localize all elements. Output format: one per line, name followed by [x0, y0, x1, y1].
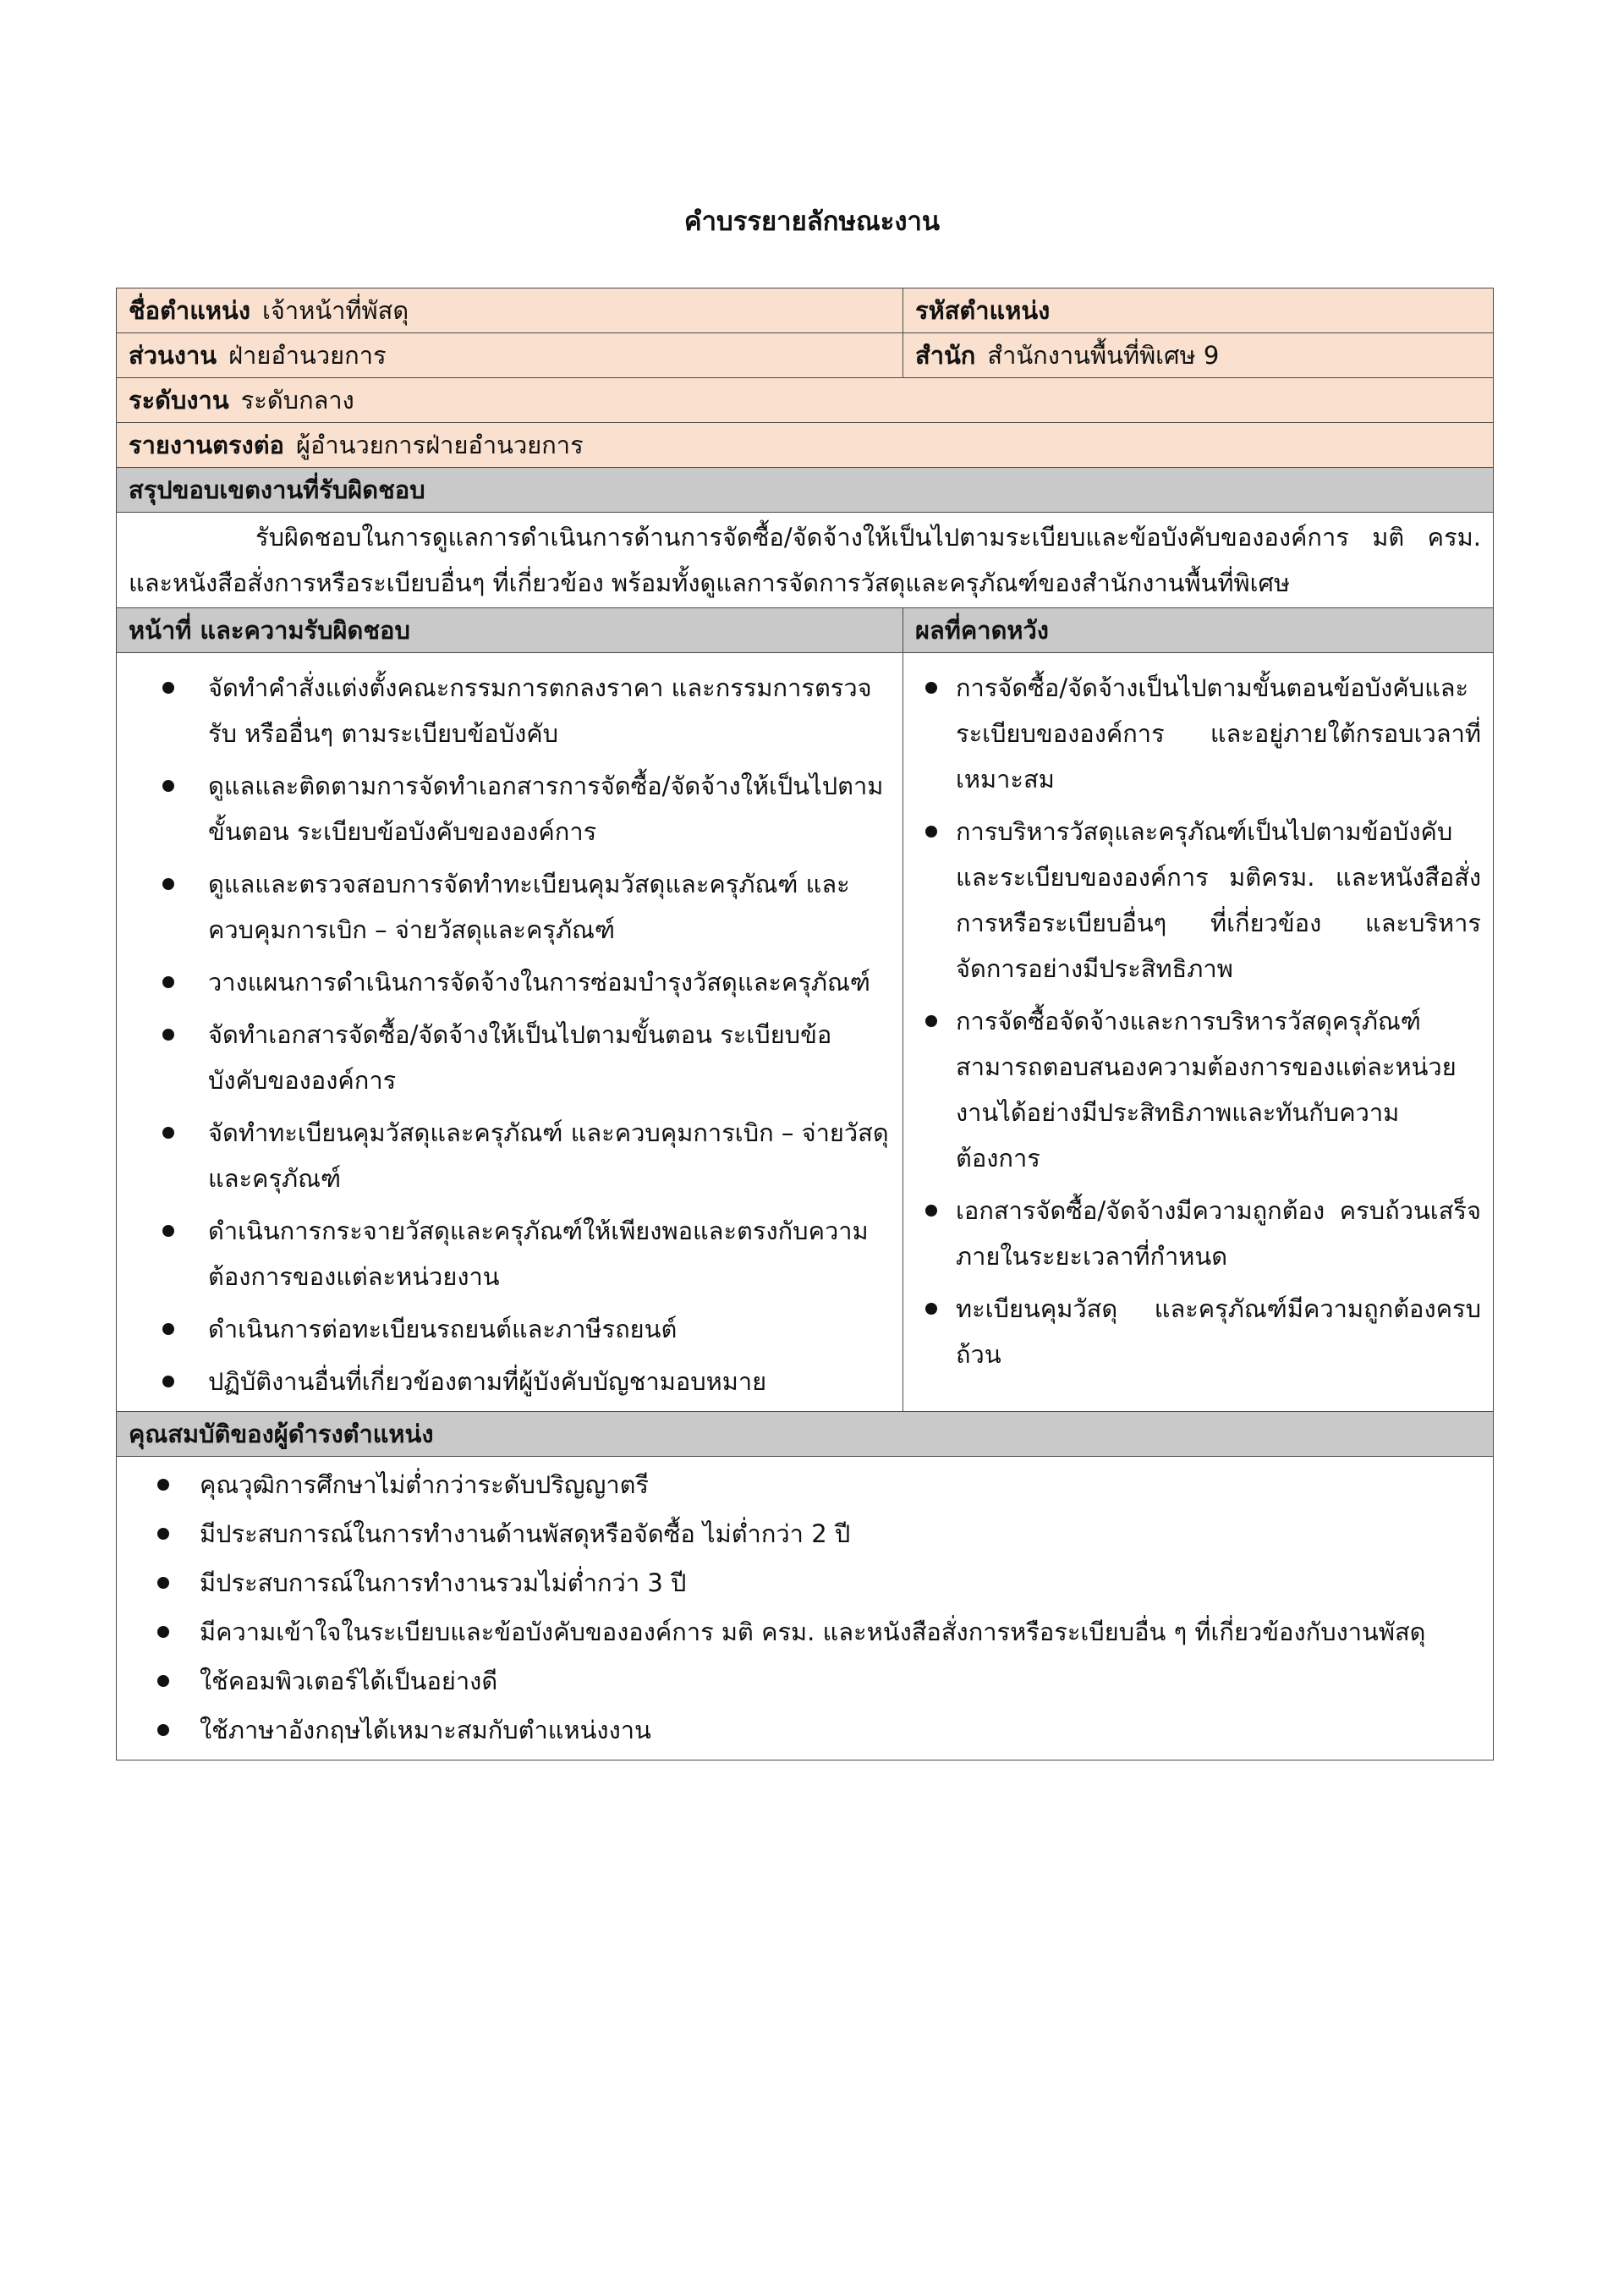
scope-cell: [117, 513, 1494, 608]
row-level: [117, 378, 1494, 423]
duty-item: ดำเนินการต่อทะเบียนรถยนต์และภาษีรถยนต์: [129, 1306, 891, 1352]
document-title: คำบรรยายลักษณะงาน: [683, 206, 941, 237]
row-qualifications: [117, 1457, 1494, 1760]
duty-item: จัดทำคำสั่งแต่งตั้งคณะกรรมการตกลงราคา และกรรมการตรวจรับ หรืออื่นๆ ตามระเบียบข้อบังคับ: [129, 665, 891, 756]
qualification-item: มีประสบการณ์ในการทำงานรวมไม่ต่ำกว่า 3 ปี: [129, 1560, 1481, 1606]
position-cell: [117, 288, 903, 333]
position-value: เจ้าหน้าที่พัสดุ: [262, 296, 409, 325]
qualification-item: มีความเข้าใจในระเบียบและข้อบังคับขององค์การ มติ ครม. และหนังสือสั่งการหรือระเบียบอื่น ๆ ที่เกี่ยวข้องกับงานพัสดุ: [129, 1609, 1481, 1655]
row-duties-results-heading: [117, 608, 1494, 653]
result-item: เอกสารจัดซื้อ/จัดจ้างมีความถูกต้อง ครบถ้วนเสร็จภายในระยะเวลาที่กำหนด: [915, 1188, 1481, 1279]
duty-item: ดูแลและติดตามการจัดทำเอกสารการจัดซื้อ/จัดจ้างให้เป็นไปตามขั้นตอน ระเบียบข้อบังคับขององค์การ: [129, 763, 891, 854]
qualification-item: มีประสบการณ์ในการทำงานด้านพัสดุหรือจัดซื้อ ไม่ต่ำกว่า 2 ปี: [129, 1511, 1481, 1557]
row-position: [117, 288, 1494, 333]
duties-heading: หน้าที่ และความรับผิดชอบ: [117, 608, 903, 653]
row-duties-results: [117, 653, 1494, 1412]
duty-item: ปฏิบัติงานอื่นที่เกี่ยวข้องตามที่ผู้บังคับบัญชามอบหมาย: [129, 1359, 891, 1404]
qualification-item: ใช้คอมพิวเตอร์ได้เป็นอย่างดี: [129, 1658, 1481, 1704]
result-item: ทะเบียนคุมวัสดุ และครุภัณฑ์มีความถูกต้องครบถ้วน: [915, 1286, 1481, 1377]
row-scope-heading: [117, 468, 1494, 513]
result-item: การบริหารวัสดุและครุภัณฑ์เป็นไปตามข้อบังคับและระเบียบขององค์การ มติครม. และหนังสือสั่งการหรือระเบียบอื่นๆ ที่เกี่ยวข้อง และบริหารจัดการอย่างมีประสิทธิภาพ: [915, 809, 1481, 991]
results-list: [915, 665, 1481, 1377]
results-cell: [903, 653, 1494, 1412]
position-label: ชื่อตำแหน่ง: [129, 296, 251, 325]
reports-to-cell: [117, 423, 1494, 468]
result-item: การจัดซื้อ/จัดจ้างเป็นไปตามขั้นตอนข้อบังคับและระเบียบขององค์การ และอยู่ภายใต้กรอบเวลาที่เหมาะสม: [915, 665, 1481, 802]
reports-to-value: ผู้อำนวยการฝ่ายอำนวยการ: [295, 431, 584, 459]
office-value: สำนักงานพื้นที่พิเศษ 9: [987, 341, 1220, 370]
position-code-label: รหัสตำแหน่ง: [915, 296, 1051, 325]
qualification-item: ใช้ภาษาอังกฤษได้เหมาะสมกับตำแหน่งงาน: [129, 1707, 1481, 1753]
department-label: ส่วนงาน: [129, 341, 217, 370]
department-cell: [117, 333, 903, 378]
level-cell: [117, 378, 1494, 423]
duty-item: จัดทำเอกสารจัดซื้อ/จัดจ้างให้เป็นไปตามขั้นตอน ระเบียบข้อบังคับขององค์การ: [129, 1012, 891, 1103]
level-value: ระดับกลาง: [240, 386, 354, 415]
result-item: การจัดซื้อจัดจ้างและการบริหารวัสดุครุภัณฑ์สามารถตอบสนองความต้องการของแต่ละหน่วยงานได้อย่างมีประสิทธิภาพและทันกับความต้องการ: [915, 998, 1481, 1181]
duty-item: ดำเนินการกระจายวัสดุและครุภัณฑ์ให้เพียงพอและตรงกับความต้องการของแต่ละหน่วยงาน: [129, 1208, 891, 1299]
position-code-cell: [903, 288, 1494, 333]
qualification-item: คุณวุฒิการศึกษาไม่ต่ำกว่าระดับปริญญาตรี: [129, 1462, 1481, 1508]
row-qualifications-heading: [117, 1412, 1494, 1457]
duties-list: [129, 665, 891, 1404]
level-label: ระดับงาน: [129, 386, 229, 415]
scope-text: รับผิดชอบในการดูแลการดำเนินการด้านการจัดซื้อ/จัดจ้างให้เป็นไปตามระเบียบและข้อบังคับขององค์การ มติ ครม. และหนังสือสั่งการหรือระเบียบอื่นๆ ที่เกี่ยวข้อง พร้อมทั้งดูแลการจัดการวัสดุและครุภัณฑ์ของสำนักงานพื้นที่พิเศษ: [129, 523, 1481, 597]
qualifications-cell: [117, 1457, 1494, 1760]
duties-cell: [117, 653, 903, 1412]
job-description-table: [116, 288, 1494, 1760]
row-scope-text: [117, 513, 1494, 608]
office-label: สำนัก: [915, 341, 976, 370]
scope-heading: สรุปขอบเขตงานที่รับผิดชอบ: [117, 468, 1494, 513]
row-reports-to: [117, 423, 1494, 468]
results-heading: ผลที่คาดหวัง: [903, 608, 1494, 653]
duty-item: จัดทำทะเบียนคุมวัสดุและครุภัณฑ์ และควบคุมการเบิก – จ่ายวัสดุและครุภัณฑ์: [129, 1110, 891, 1201]
reports-to-label: รายงานตรงต่อ: [129, 431, 284, 459]
duty-item: วางแผนการดำเนินการจัดจ้างในการซ่อมบำรุงวัสดุและครุภัณฑ์: [129, 959, 891, 1005]
row-department: [117, 333, 1494, 378]
qualifications-heading: คุณสมบัติของผู้ดำรงตำแหน่ง: [117, 1412, 1494, 1457]
office-cell: [903, 333, 1494, 378]
duty-item: ดูแลและตรวจสอบการจัดทำทะเบียนคุมวัสดุและครุภัณฑ์ และควบคุมการเบิก – จ่ายวัสดุและครุภัณฑ์: [129, 861, 891, 953]
department-value: ฝ่ายอำนวยการ: [228, 341, 387, 370]
qualifications-list: [129, 1462, 1481, 1753]
